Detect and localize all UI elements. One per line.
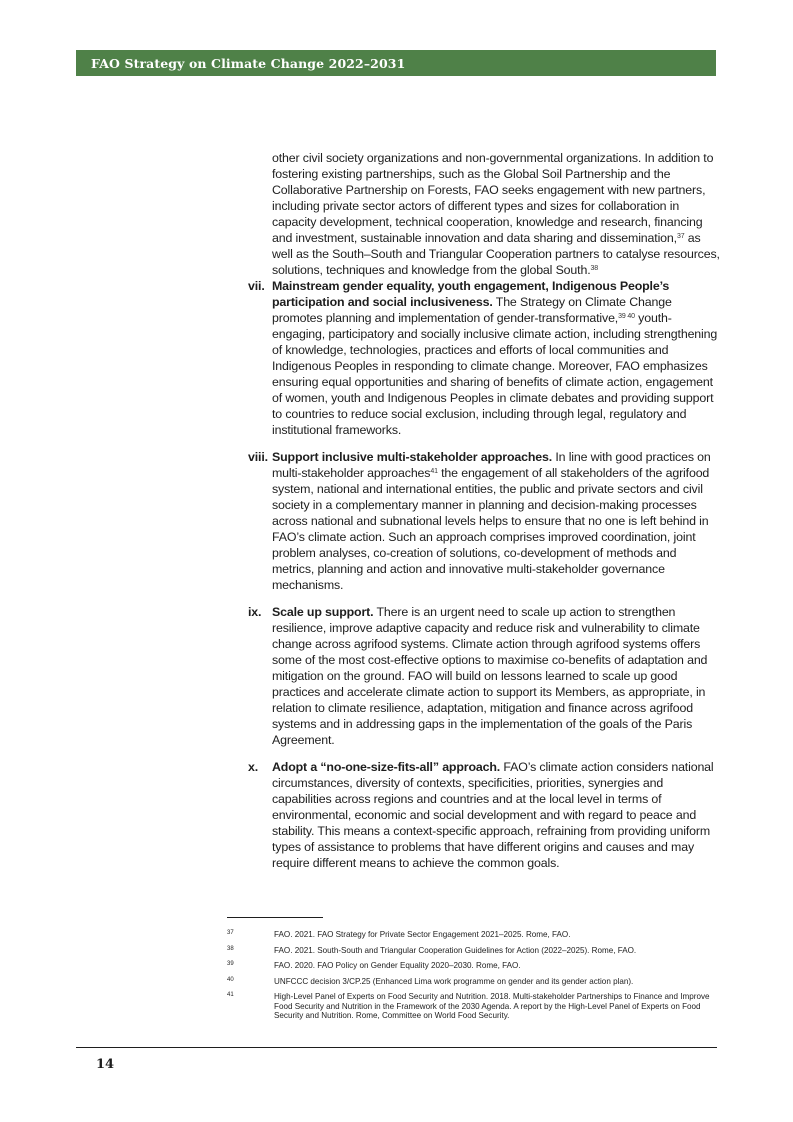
item-heading: Adopt a “no-one-size-fits-all” approach. xyxy=(272,760,501,774)
item-number: ix. xyxy=(248,605,262,619)
footnote-ref-41[interactable]: 41 xyxy=(430,468,438,475)
footnote-item xyxy=(227,992,717,1021)
footnote-item xyxy=(227,977,717,987)
item-heading: Scale up support. xyxy=(272,605,374,619)
body-text xyxy=(248,150,720,882)
item-paragraph xyxy=(272,278,720,438)
page-number: 14 xyxy=(96,1057,115,1072)
footnote-text: FAO. 2021. FAO Strategy for Private Sector Engagement 2021–2025. Rome, FAO. xyxy=(274,930,571,939)
footnote-text: FAO. 2020. FAO Policy on Gender Equality 2020–2030. Rome, FAO. xyxy=(274,961,521,970)
footnote-divider xyxy=(227,917,323,918)
footnote-text: High-Level Panel of Experts on Food Security and Nutrition. 2018. Multi-stakeholder Partnerships to Finance and Improve Food Security and Nutrition in the Framework of the 2030 Agenda. A report by the High-Level Panel of Experts on Food Security and Nutrition. Rome, Committee on World Food Security. xyxy=(274,992,710,1020)
footnote-number: 41 xyxy=(227,992,234,998)
item-text-part1: The Strategy on Climate Change promotes planning and implementation of gender-transformative, xyxy=(272,295,672,325)
footnote-number: 37 xyxy=(227,930,234,936)
item-number: x. xyxy=(248,760,259,774)
intro-paragraph xyxy=(272,150,720,278)
item-text-part2: the engagement of all stakeholders of the agrifood system, national and international entities, the public and private sectors and civil society in a complementary manner in planning and decision-making processes across national and subnational levels helps to ensure that no one is left behind in FAO’s climate action. Such an approach comprises improved coordination, joint problem analyses, co-creation of solutions, co-development of methods and metrics, planning and action and innovative multi-stakeholder governance mechanisms. xyxy=(272,466,710,592)
footnote-text: FAO. 2021. South-South and Triangular Cooperation Guidelines for Action (2022–2025). Rome, FAO. xyxy=(274,945,637,955)
item-text-part1: In line with good practices on multi-stakeholder approaches xyxy=(272,450,711,480)
document-title: FAO Strategy on Climate Change 2022–2031 xyxy=(91,55,406,71)
principle-item xyxy=(248,604,720,748)
intro-text-part1: other civil society organizations and non-governmental organizations. In addition to fostering existing partnerships, such as the Global Soil Partnership and the Collaborative Partnership on Forests, FAO seeks engagement with new partners, including private sector actors of different types and sizes for collaboration in capacity development, technical cooperation, knowledge and research, financing and investment, sustainable innovation and data sharing and dissemination, xyxy=(272,151,714,245)
item-paragraph xyxy=(272,604,720,748)
item-paragraph xyxy=(272,759,720,871)
page-footer-divider xyxy=(76,1047,717,1048)
footnotes xyxy=(227,930,717,1027)
footnote-number: 40 xyxy=(227,976,234,983)
header-bar xyxy=(76,50,716,76)
principle-item xyxy=(248,278,720,438)
item-number: viii. xyxy=(248,450,268,464)
footnote-ref-37[interactable]: 37 xyxy=(676,233,685,240)
item-number: vii. xyxy=(248,279,265,293)
intro-text-part2: as well as the South–South and Triangular Cooperation partners to catalyse resources, solutions, techniques and knowledge from the global South. xyxy=(272,231,720,277)
principle-item xyxy=(248,449,720,593)
footnote-text: UNFCCC decision 3/CP.25 (Enhanced Lima work programme on gender and its gender action plan). xyxy=(274,976,634,986)
item-heading: Support inclusive multi-stakeholder approaches. xyxy=(272,450,553,464)
item-text: FAO’s climate action considers national circumstances, diversity of contexts, specificities, priorities, synergies and capabilities across regions and countries and at the local level in terms of environmental, economic and social development and with regard to peace and stability. This means a context-specific approach, refraining from providing uniform types of assistance to problems that have different origins and causes and may require different means to achieve the common goals. xyxy=(272,760,714,870)
item-text: There is an urgent need to scale up action to strengthen resilience, improve adaptive capacity and reduce risk and vulnerability to climate change across agrifood systems. Climate action through agrifood systems offers some of the most cost-effective options to maximise co-benefits of adaptation and mitigation on the ground. FAO will build on lessons learned to scale up good practices and accelerate climate action to support its Members, as appropriate, in relation to climate resilience, adaptation, mitigation and finance across agrifood systems and in addressing gaps in the implementation of the goals of the Paris Agreement. xyxy=(272,605,708,747)
item-paragraph xyxy=(272,449,720,593)
footnote-ref-38[interactable]: 38 xyxy=(590,265,598,272)
footnote-ref-39-40[interactable]: 39 40 xyxy=(618,313,635,320)
principle-item xyxy=(248,759,720,871)
item-heading: Mainstream gender equality, youth engagement, Indigenous People’s participation and social inclusiveness. xyxy=(272,279,670,309)
footnote-item xyxy=(227,961,717,971)
footnote-item xyxy=(227,930,717,940)
item-text-part2: youth-engaging, participatory and socially inclusive climate action, including strengthening of knowledge, technologies, practices and efforts of local communities and Indigenous Peoples in responding to climate change. Moreover, FAO emphasizes ensuring equal opportunities and sharing of benefits of climate action, engagement of women, youth and Indigenous Peoples in climate debates and providing support to countries to reduce social exclusion, including through legal, regulatory and institutional frameworks. xyxy=(272,311,718,437)
footnote-number: 38 xyxy=(227,945,234,952)
footnote-item xyxy=(227,946,717,956)
footnote-number: 39 xyxy=(227,961,234,967)
